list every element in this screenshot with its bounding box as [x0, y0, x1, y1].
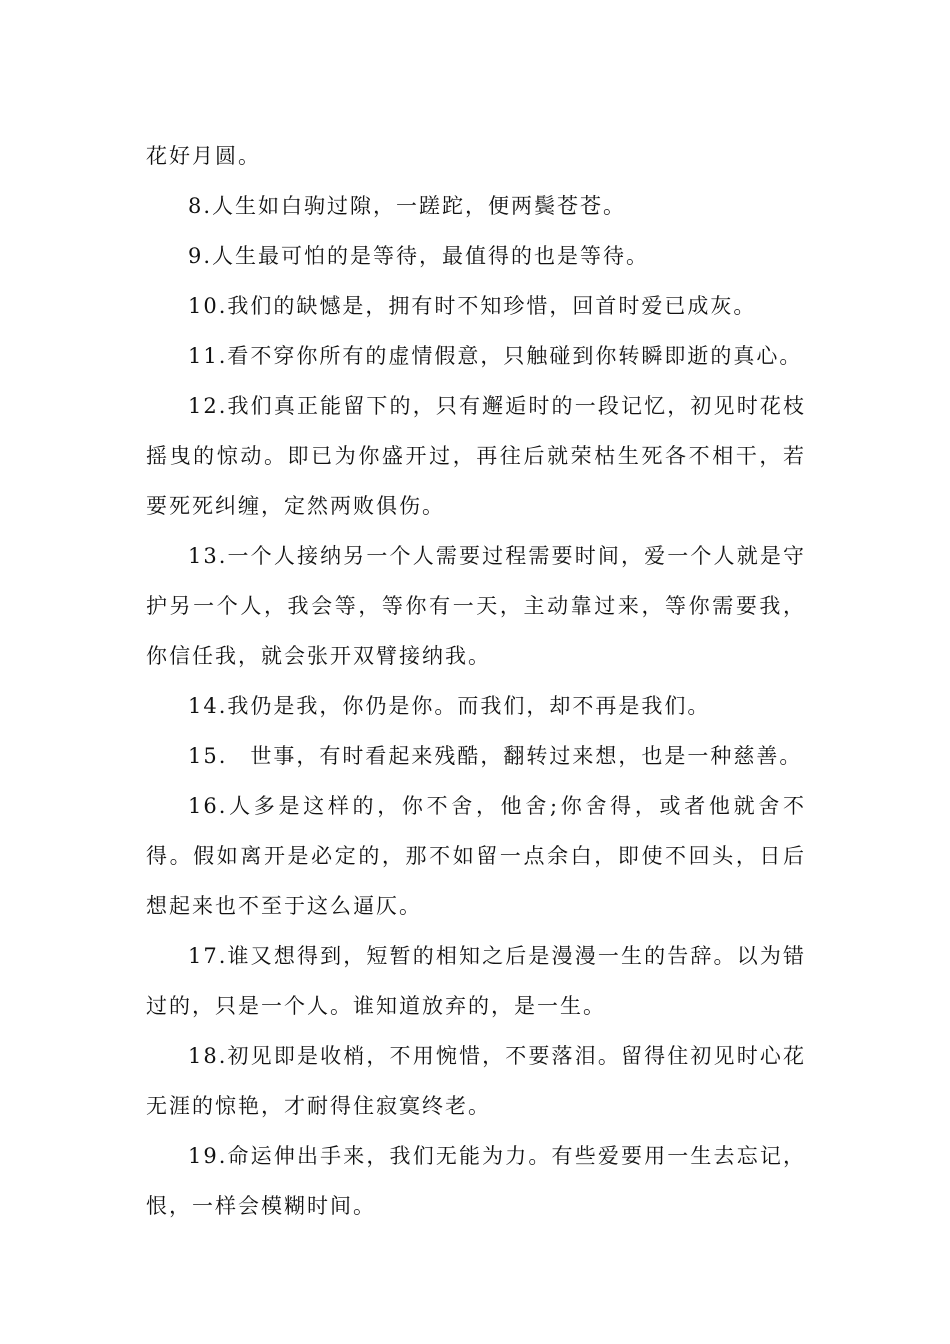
paragraph-item-19: 19.命运伸出手来，我们无能为力。有些爱要用一生去忘记，恨，一样会模糊时间。 — [146, 1144, 806, 1218]
paragraph-item-11: 11.看不穿你所有的虚情假意，只触碰到你转瞬即逝的真心。 — [188, 344, 803, 368]
paragraph-continuation: 花好月圆。 — [146, 144, 261, 168]
paragraph-item-14: 14.我仍是我，你仍是你。而我们，却不再是我们。 — [188, 694, 711, 718]
paragraph-item-10: 10.我们的缺憾是，拥有时不知珍惜，回首时爱已成灰。 — [188, 294, 757, 318]
paragraph-item-16: 16.人多是这样的，你不舍，他舍;你舍得，或者他就舍不得。假如离开是必定的，那不如留一点余白，即使不回头，日后想起来也不至于这么逼仄。 — [146, 794, 806, 918]
document-body — [146, 131, 806, 1231]
paragraph-item-15: 15. 世事，有时看起来残酷，翻转过来想，也是一种慈善。 — [188, 744, 803, 768]
paragraph-item-8: 8.人生如白驹过隙，一蹉跎，便两鬓苍苍。 — [188, 194, 627, 218]
paragraph-item-13: 13.一个人接纳另一个人需要过程需要时间，爱一个人就是守护另一个人，我会等，等你有一天，主动靠过来，等你需要我，你信任我，就会张开双臂接纳我。 — [146, 544, 806, 668]
paragraph-item-12: 12.我们真正能留下的，只有邂逅时的一段记忆，初见时花枝摇曳的惊动。即已为你盛开过，再往后就荣枯生死各不相干，若要死死纠缠，定然两败俱伤。 — [146, 394, 806, 518]
paragraph-item-17: 17.谁又想得到，短暂的相知之后是漫漫一生的告辞。以为错过的，只是一个人。谁知道放弃的，是一生。 — [146, 944, 806, 1018]
paragraph-item-9: 9.人生最可怕的是等待，最值得的也是等待。 — [188, 244, 650, 268]
paragraph-item-18: 18.初见即是收梢，不用惋惜，不要落泪。留得住初见时心花无涯的惊艳，才耐得住寂寞终老。 — [146, 1044, 806, 1118]
